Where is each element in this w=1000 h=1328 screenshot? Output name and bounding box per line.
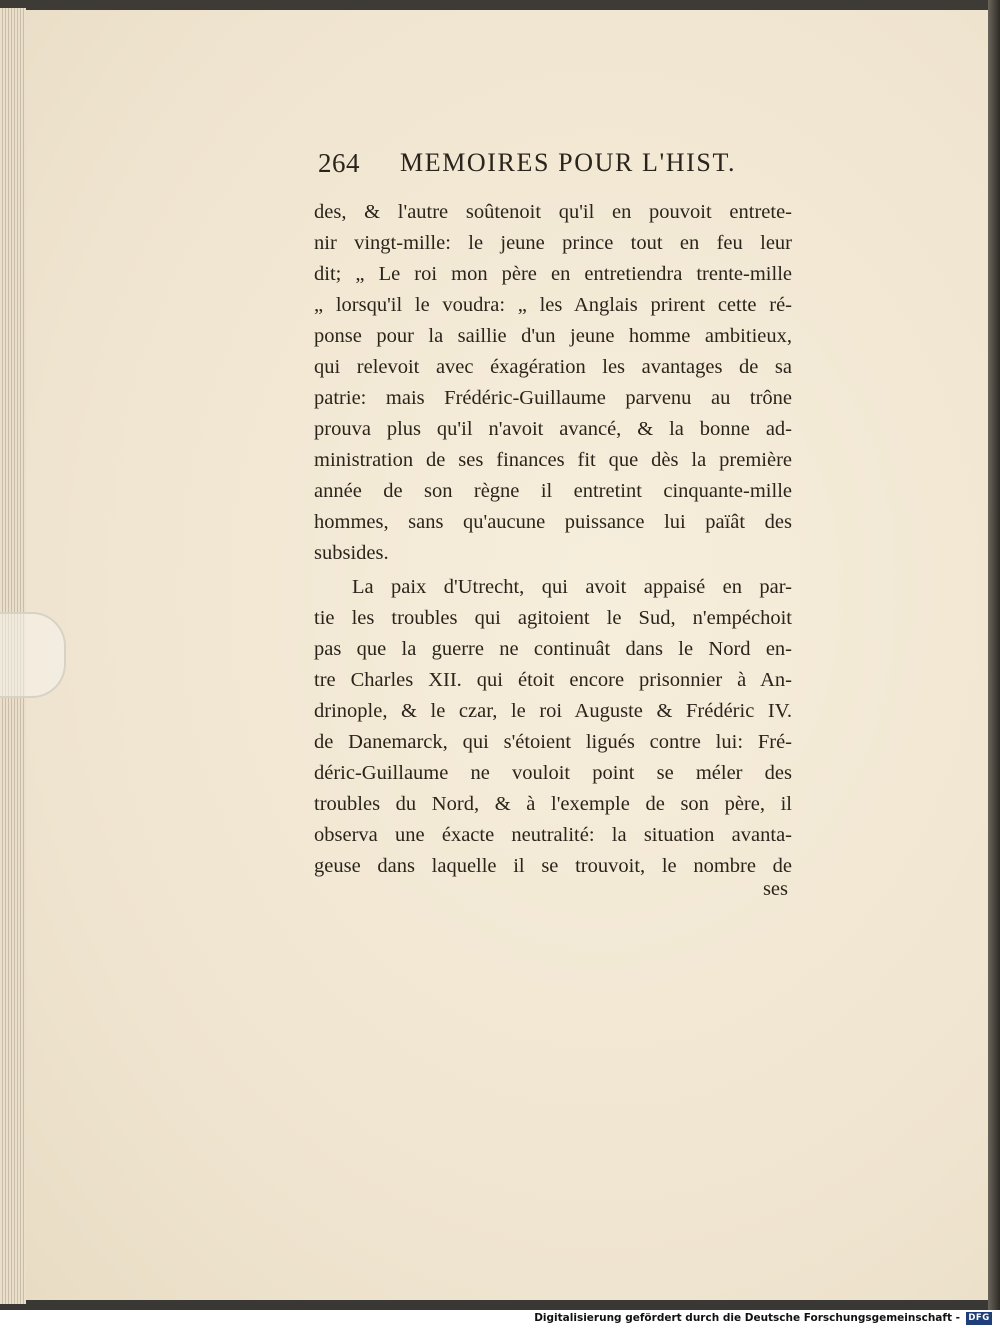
text-line: des, & l'autre soûtenoit qu'il en pouvoit entrete- (314, 201, 792, 223)
funding-credit: Digitalisierung gefördert durch die Deutsche Forschungsgemeinschaft - (534, 1312, 960, 1324)
catchword: ses (762, 878, 788, 900)
dfg-logo-icon: DFG (966, 1312, 992, 1325)
text-line: tre Charles XII. qui étoit encore prisonnier à An- (314, 669, 792, 691)
text-line: ministration de ses finances fit que dès la première (314, 449, 792, 471)
text-line: patrie: mais Frédéric-Guillaume parvenu au trône (314, 387, 792, 409)
page-header (318, 148, 798, 188)
page-number: 264 (318, 148, 360, 178)
text-line: drinople, & le czar, le roi Auguste & Frédéric IV. (314, 700, 792, 722)
text-line: subsides. (314, 542, 389, 564)
text-line: prouva plus qu'il n'avoit avancé, & la bonne ad- (314, 418, 792, 440)
text-line: tie les troubles qui agitoient le Sud, n'empéchoit (314, 607, 792, 629)
page-clip (0, 612, 66, 698)
body-text (314, 197, 792, 882)
top-book-edge (0, 0, 1000, 10)
paragraph-1 (314, 197, 792, 569)
text-line: „ lorsqu'il le voudra: „ les Anglais prirent cette ré- (314, 294, 792, 316)
paragraph-2 (314, 572, 792, 882)
text-line: nir vingt-mille: le jeune prince tout en feu leur (314, 232, 792, 254)
running-title: MEMOIRES POUR L'HIST. (400, 148, 737, 177)
book-spine (988, 0, 1000, 1310)
text-line: qui relevoit avec éxagération les avantages de sa (314, 356, 792, 378)
text-line: La paix d'Utrecht, qui avoit appaisé en par- (352, 576, 792, 598)
text-line: dit; „ Le roi mon père en entretiendra trente-mille (314, 263, 792, 285)
text-line: pas que la guerre ne continuât dans le Nord en- (314, 638, 792, 660)
text-line: année de son règne il entretint cinquante-mille (314, 480, 792, 502)
text-line: observa une éxacte neutralité: la situation avanta- (314, 824, 792, 846)
text-line: ponse pour la saillie d'un jeune homme ambitieux, (314, 325, 792, 347)
text-line: troubles du Nord, & à l'exemple de son père, il (314, 793, 792, 815)
text-line: hommes, sans qu'aucune puissance lui païât des (314, 511, 792, 533)
text-line: geuse dans laquelle il se trouvoit, le nombre de (314, 855, 792, 877)
text-line: déric-Guillaume ne vouloit point se méler des (314, 762, 792, 784)
text-line: de Danemarck, qui s'étoient ligués contre lui: Fré- (314, 731, 792, 753)
